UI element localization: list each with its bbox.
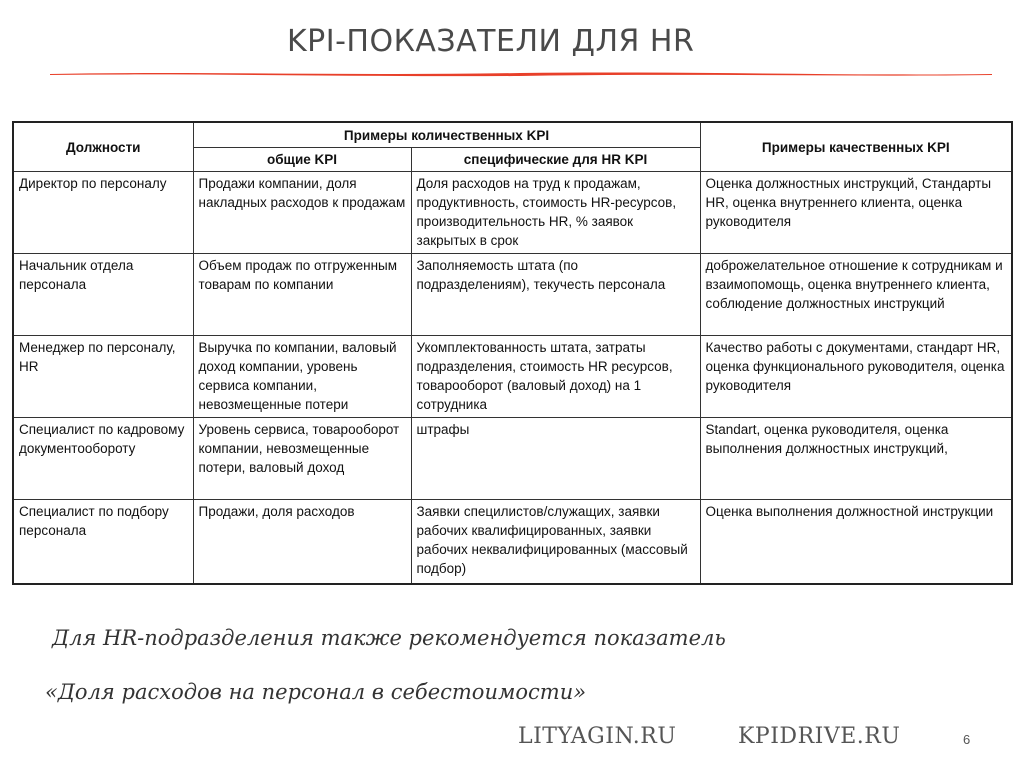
cell-specific: Укомплектованность штата, затраты подразделения, стоимость HR ресурсов, товарооборот (валовый доход) на 1 сотрудника <box>411 336 700 418</box>
table-row <box>13 336 1012 418</box>
cell-general: Уровень сервиса, товарооборот компании, невозмещенные потери, валовый доход <box>193 418 411 500</box>
cell-general: Объем продаж по отгруженным товарам по компании <box>193 254 411 336</box>
kpi-table <box>12 121 1013 585</box>
cell-general: Продажи компании, доля накладных расходов к продажам <box>193 172 411 254</box>
cell-general: Выручка по компании, валовый доход компании, уровень сервиса компании, невозмещенные потери <box>193 336 411 418</box>
cell-specific: Заявки специлистов/служащих, заявки рабочих квалифицированных, заявки рабочих неквалифицированных (массовый подбор) <box>411 500 700 584</box>
footer-link-lityagin[interactable]: LITYAGIN.RU <box>518 724 677 749</box>
table-row <box>13 172 1012 254</box>
table-row <box>13 418 1012 500</box>
header-positions: Должности <box>13 122 193 172</box>
header-qualitative: Примеры качественных KPI <box>700 122 1012 172</box>
cell-qualitative: доброжелательное отношение к сотрудникам и взаимопомощь, оценка внутреннего клиента, соблюдение должностных инструкций <box>700 254 1012 336</box>
recommended-metric: «Доля расходов на персонал в себестоимости» <box>45 680 587 704</box>
cell-qualitative: Standart, оценка руководителя, оценка выполнения должностных инструкций, <box>700 418 1012 500</box>
cell-qualitative: Оценка выполнения должностной инструкции <box>700 500 1012 584</box>
footer-link-kpidrive[interactable]: KPIDRIVE.RU <box>738 724 901 749</box>
header-general: общие KPI <box>193 148 411 172</box>
header-quantitative: Примеры количественных KPI <box>193 122 700 148</box>
page-number: 6 <box>963 732 971 747</box>
table-header-row <box>13 122 1012 148</box>
cell-position: Менеджер по персоналу, HR <box>13 336 193 418</box>
page-title: KPI-ПОКАЗАТЕЛИ ДЛЯ HR <box>287 24 695 59</box>
recommendation-note: Для HR-подразделения также рекомендуется показатель <box>52 626 726 650</box>
table-row <box>13 254 1012 336</box>
cell-qualitative: Оценка должностных инструкций, Стандарты HR, оценка внутреннего клиента, оценка руководителя <box>700 172 1012 254</box>
cell-position: Директор по персоналу <box>13 172 193 254</box>
table-row <box>13 500 1012 584</box>
cell-position: Начальник отдела персонала <box>13 254 193 336</box>
cell-position: Специалист по подбору персонала <box>13 500 193 584</box>
cell-specific: Доля расходов на труд к продажам, продуктивность, стоимость HR-ресурсов, производительность HR, % заявок закрытых в срок <box>411 172 700 254</box>
title-underline <box>50 71 992 77</box>
cell-position: Специалист по кадровому документообороту <box>13 418 193 500</box>
cell-general: Продажи, доля расходов <box>193 500 411 584</box>
cell-specific: Заполняемость штата (по подразделениям), текучесть персонала <box>411 254 700 336</box>
cell-specific: штрафы <box>411 418 700 500</box>
header-specific: специфические для HR KPI <box>411 148 700 172</box>
cell-qualitative: Качество работы с документами, стандарт HR, оценка функционального руководителя, оценка руководителя <box>700 336 1012 418</box>
